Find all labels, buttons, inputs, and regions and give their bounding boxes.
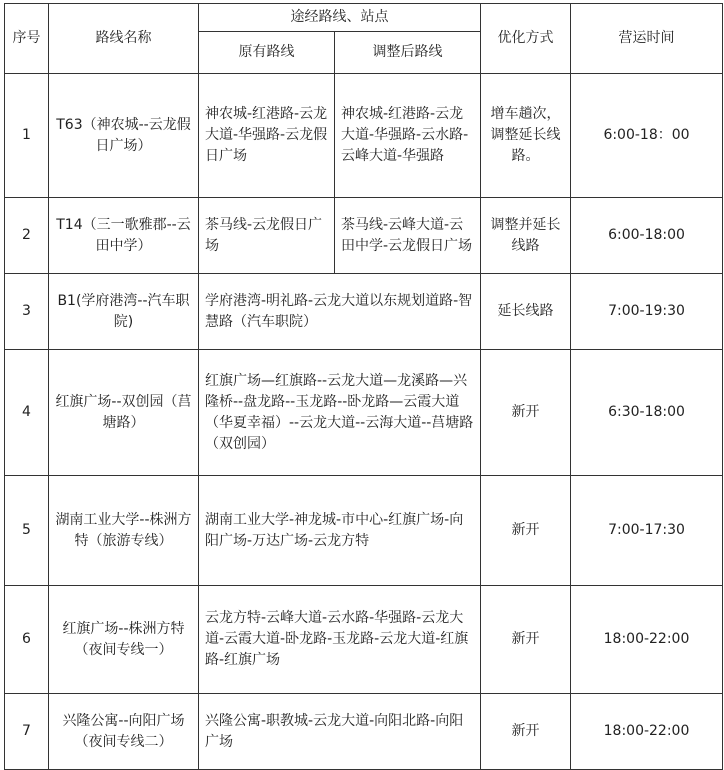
row-index: 4 bbox=[5, 350, 49, 476]
operating-hours: 18:00-22:00 bbox=[571, 694, 723, 770]
optimization-method: 调整并延长线路 bbox=[481, 198, 571, 274]
route-name: 湖南工业大学--株洲方特（旅游专线） bbox=[49, 476, 199, 586]
header-original-route: 原有路线 bbox=[199, 32, 335, 74]
table-row bbox=[5, 350, 723, 476]
optimization-method: 新开 bbox=[481, 586, 571, 694]
route-table-container bbox=[4, 3, 723, 770]
route-stops: 云龙方特-云峰大道-云水路-华强路-云龙大道-云霞大道-卧龙路-玉龙路-云龙大道-红旗路-红旗广场 bbox=[199, 586, 481, 694]
table-row bbox=[5, 694, 723, 770]
route-stops: 学府港湾-明礼路-云龙大道以东规划道路-智慧路（汽车职院） bbox=[199, 274, 481, 350]
original-route: 茶马线-云龙假日广场 bbox=[199, 198, 335, 274]
row-index: 5 bbox=[5, 476, 49, 586]
table-row bbox=[5, 476, 723, 586]
optimization-method: 新开 bbox=[481, 694, 571, 770]
route-stops: 兴隆公寓-职教城-云龙大道-向阳北路-向阳广场 bbox=[199, 694, 481, 770]
row-index: 1 bbox=[5, 74, 49, 198]
header-route-name: 路线名称 bbox=[49, 4, 199, 74]
operating-hours: 6:00-18:00 bbox=[571, 198, 723, 274]
row-index: 7 bbox=[5, 694, 49, 770]
operating-hours: 7:00-19:30 bbox=[571, 274, 723, 350]
header-row-top bbox=[5, 4, 723, 32]
operating-hours: 7:00-17:30 bbox=[571, 476, 723, 586]
row-index: 6 bbox=[5, 586, 49, 694]
row-index: 2 bbox=[5, 198, 49, 274]
route-stops: 红旗广场—红旗路--云龙大道—龙溪路—兴隆桥--盘龙路--玉龙路--卧龙路—云霞大道（华夏幸福）--云龙大道--云海大道--莒塘路（双创园） bbox=[199, 350, 481, 476]
table-row bbox=[5, 198, 723, 274]
route-name: 红旗广场--株洲方特（夜间专线一） bbox=[49, 586, 199, 694]
route-name: T14（三一歌雅郡--云田中学） bbox=[49, 198, 199, 274]
optimization-method: 延长线路 bbox=[481, 274, 571, 350]
header-optimization-method: 优化方式 bbox=[481, 4, 571, 74]
operating-hours: 18:00-22:00 bbox=[571, 586, 723, 694]
header-index: 序号 bbox=[5, 4, 49, 74]
route-stops: 湖南工业大学-神龙城-市中心-红旗广场-向阳广场-万达广场-云龙方特 bbox=[199, 476, 481, 586]
table-row bbox=[5, 74, 723, 198]
operating-hours: 6:30-18:00 bbox=[571, 350, 723, 476]
operating-hours: 6:00-18：00 bbox=[571, 74, 723, 198]
header-route-stops: 途经路线、站点 bbox=[199, 4, 481, 32]
table-row bbox=[5, 586, 723, 694]
optimization-method: 新开 bbox=[481, 476, 571, 586]
adjusted-route: 神农城-红港路-云龙大道-华强路-云水路-云峰大道-华强路 bbox=[335, 74, 481, 198]
adjusted-route: 茶马线-云峰大道-云田中学-云龙假日广场 bbox=[335, 198, 481, 274]
original-route: 神农城-红港路-云龙大道-华强路-云龙假日广场 bbox=[199, 74, 335, 198]
route-name: B1(学府港湾--汽车职院) bbox=[49, 274, 199, 350]
route-name: 红旗广场--双创园（莒塘路） bbox=[49, 350, 199, 476]
route-name: T63（神农城--云龙假日广场） bbox=[49, 74, 199, 198]
header-operating-hours: 营运时间 bbox=[571, 4, 723, 74]
row-index: 3 bbox=[5, 274, 49, 350]
optimization-method: 增车趟次，调整延长线路。 bbox=[481, 74, 571, 198]
table-row bbox=[5, 274, 723, 350]
route-table bbox=[4, 3, 723, 770]
header-adjusted-route: 调整后路线 bbox=[335, 32, 481, 74]
route-name: 兴隆公寓--向阳广场（夜间专线二） bbox=[49, 694, 199, 770]
optimization-method: 新开 bbox=[481, 350, 571, 476]
